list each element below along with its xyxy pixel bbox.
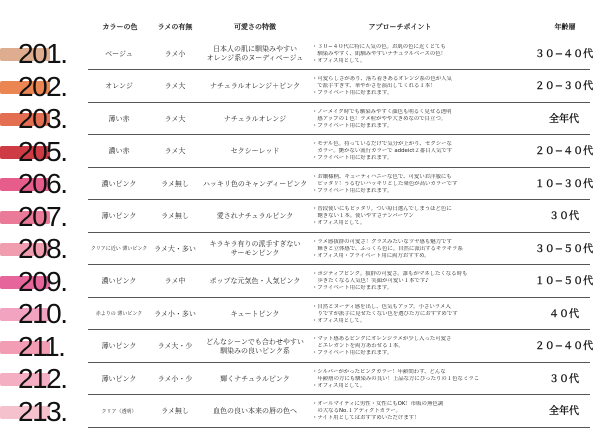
- cell-points: [312, 201, 530, 233]
- cell-lame: ラメ小・多い: [154, 309, 196, 318]
- point-line: ・３０−４０代に特に人気の色。お肌の色に近くとても: [312, 43, 446, 50]
- table-row: [0, 331, 600, 363]
- point-line: 輝きと立体感で、ふっくら色に。自然に派出するキラキラ系: [312, 245, 463, 252]
- cell-points: [312, 266, 530, 298]
- header-feature: 可愛さの特徴: [234, 23, 276, 31]
- point-line: 感アップの１色！ラメ粒がやや大きめなので目立つ。: [312, 115, 447, 122]
- cell-lame: ラメ中: [164, 277, 186, 285]
- point-line: ・プライベート用に好まれます。: [312, 90, 393, 96]
- cell-color: 薄いピンク: [101, 342, 137, 350]
- shade-number: 210.: [18, 298, 67, 329]
- cell-color: クリアに近い 薄いピンク: [90, 246, 148, 252]
- cell-color: 薄いピンク: [101, 212, 137, 220]
- point-line: とエレガントを両方あわせる１本。: [312, 343, 404, 349]
- cell-age: ３０代: [549, 211, 579, 222]
- shade-number: 208.: [18, 233, 67, 264]
- cell-points: [312, 136, 530, 168]
- cell-age: 全年代: [549, 406, 579, 417]
- table-header: [0, 0, 600, 38]
- cell-feature: [200, 331, 310, 363]
- cell-points: [312, 363, 530, 395]
- point-line: 年齢層の方にも馴染みの良い！上品な方にぴったりの１色なミラこ: [312, 375, 480, 382]
- point-line: ・ナイト用としてはおすすめいただけます！: [312, 415, 420, 421]
- feature-line: キュートピンク: [230, 309, 280, 318]
- cell-color: ベージュ: [105, 49, 133, 58]
- table-row: [0, 233, 600, 265]
- cell-age: ３０−５０代: [534, 243, 594, 255]
- cell-age: ２０−４０代: [534, 341, 594, 352]
- feature-line: 輝くナチュラルピンク: [220, 374, 290, 383]
- cell-lame: ラメ大・少: [157, 342, 193, 350]
- cell-feature: [200, 168, 310, 200]
- shade-number: 209.: [18, 265, 67, 297]
- point-line: ・普段使いにもピッタリ。つい毎日選んでしまうほど色に: [312, 206, 452, 212]
- feature-line: 馴染みの良いピンク系: [220, 346, 290, 355]
- point-line: ・プライベート用に好まれます。: [312, 155, 393, 161]
- table-row: [0, 38, 600, 70]
- table-row: [0, 396, 600, 428]
- shade-number: 207.: [18, 200, 67, 232]
- cell-color: 薄いピンク: [101, 374, 137, 383]
- point-line: ・マット感あるピンクにオレンジラメが少し入った可愛さ: [312, 336, 452, 342]
- feature-line: どんなシーンでも合わせやすい: [206, 337, 304, 346]
- cell-color: 濃いピンク: [101, 277, 137, 285]
- point-line: 歩きたくなる人気色！笑顔が可愛い１本です♪: [312, 278, 429, 284]
- cell-age: １０−３０代: [534, 178, 594, 190]
- cell-feature: [200, 266, 310, 298]
- feature-line: サーモンピンク: [230, 249, 280, 257]
- feature-line: 日本人の肌に馴染みやすい: [213, 45, 297, 53]
- feature-line: ナチュラルオレンジ: [223, 114, 287, 123]
- cell-feature: [200, 136, 310, 168]
- shade-number: 202.: [18, 70, 67, 102]
- cell-lame: ラメ大: [164, 147, 186, 155]
- point-line: ・ノーメイク時でも馴染みやすく顔色も明るく見せる透明: [312, 108, 452, 115]
- cell-color: オレンジ: [105, 82, 133, 90]
- point-line: ・オールマイティに男性・女性にもOK！市販の無色調: [312, 401, 444, 407]
- cell-points: [312, 103, 530, 135]
- table-row: [0, 298, 600, 330]
- feature-line: ハッキリ色のキャンディーピンク: [202, 179, 308, 188]
- cell-age: ２０−４０代: [534, 146, 594, 157]
- cell-age: ３０−４０代: [534, 48, 594, 60]
- point-line: ・プライベート用に好まれます。: [312, 187, 393, 194]
- point-line: カラー。艶かない流行カラーで addeict２番目人気です: [312, 148, 453, 154]
- cell-age: ２０−３０代: [534, 81, 594, 92]
- point-line: ・プライベート用に好まれます。: [312, 122, 393, 129]
- cell-color: 赤よりの 薄いピンク: [95, 311, 143, 317]
- cell-feature: [200, 363, 310, 395]
- point-line: ・自然とヌーディ感を出し、色気もアップ。小さいラメ入: [312, 303, 451, 310]
- shade-number: 206.: [18, 168, 67, 199]
- shade-number: 205.: [18, 135, 67, 167]
- feature-line: 血色の良い本来の唇の色へ: [213, 407, 297, 415]
- table-row: [0, 201, 600, 233]
- cell-feature: [200, 298, 310, 330]
- table-row: [0, 266, 600, 298]
- point-line: 飽きない１本。使いやすさナンバーワン: [312, 213, 414, 219]
- point-line: ・オフィス用として。: [312, 317, 366, 324]
- point-line: ・オフィス用・プライベート用に両方おすすめ。: [312, 252, 430, 259]
- table-row: [0, 71, 600, 103]
- cell-points: [312, 71, 530, 103]
- cell-points: [312, 233, 530, 265]
- cell-points: [312, 168, 530, 200]
- header-lame: ラメの有無: [157, 23, 193, 31]
- point-line: ・オフィス用として。: [312, 382, 366, 389]
- feature-line: ナチュラルオレンジ＋ピンク: [209, 82, 301, 90]
- point-line: ・オフィス用として。: [312, 57, 366, 64]
- shade-number: 203.: [18, 103, 67, 134]
- point-line: ・シルバーがかったピンクカラー！年齢問わず、どんな: [312, 368, 446, 375]
- cell-points: [312, 38, 530, 70]
- cell-age: 全年代: [549, 113, 579, 125]
- cell-lame: ラメ小・少: [157, 374, 193, 383]
- point-line: りですが派手に見せたくない色を選びた方におすすめです: [312, 310, 458, 317]
- point-line: ・お嬢様柄、キューティハニーな色で、可愛いお洋服にも: [312, 173, 452, 180]
- point-line: 馴染みやすく、肌馴みやすいナチュラルベースの色！: [312, 50, 447, 57]
- cell-lame: ラメ無し: [161, 407, 189, 415]
- table-row: [0, 136, 600, 168]
- cell-points: [312, 331, 530, 363]
- cell-color: 濃いピンク: [101, 179, 137, 188]
- header-points: アプローチポイント: [368, 23, 432, 31]
- point-line: ・オフィス用として。: [312, 220, 366, 226]
- point-line: ・プライベート用に好まれます。: [312, 350, 393, 356]
- cell-feature: [200, 233, 310, 265]
- point-line: の大なるNo.１アディクトカラー。: [312, 408, 401, 414]
- cell-feature: [200, 103, 310, 135]
- cell-points: [312, 396, 530, 428]
- header-age: 年齢層: [554, 23, 576, 31]
- header-color: カラーの色: [102, 23, 138, 31]
- cell-lame: ラメ大: [164, 114, 186, 123]
- cell-feature: [200, 71, 310, 103]
- table-row: [0, 168, 600, 200]
- cell-age: ３０代: [549, 373, 579, 385]
- cell-feature: [200, 396, 310, 428]
- cell-age: ４０代: [549, 308, 579, 320]
- cell-lame: ラメ大: [164, 82, 186, 90]
- table-row: [0, 103, 600, 135]
- feature-line: セクシーレッド: [230, 147, 280, 155]
- point-line: ・プライベート用に好まれます。: [312, 285, 393, 291]
- point-line: ・ポジティブピンク。抜群の可愛さ。誰もがマネしたくなる時も: [312, 271, 468, 277]
- feature-line: 愛されナチュラルピンク: [216, 212, 294, 220]
- cell-age: １０−５０代: [534, 276, 594, 287]
- shade-number: 213.: [18, 395, 67, 427]
- shade-number: 212.: [18, 363, 67, 394]
- cell-lame: ラメ小: [164, 49, 186, 58]
- point-line: ・ラメ感抜群の可愛さ！グラスみたいなツヤ感も魅力です: [312, 238, 452, 245]
- cell-points: [312, 298, 530, 330]
- table-row: [0, 363, 600, 395]
- shade-number: 211.: [18, 330, 65, 362]
- shade-number: 201.: [18, 38, 67, 69]
- cell-feature: [200, 38, 310, 70]
- feature-line: オレンジ系のヌーディベージュ: [206, 54, 304, 62]
- feature-line: ポップな元気色・人気ピンク: [209, 277, 301, 285]
- cell-color: 薄い赤: [108, 114, 130, 123]
- cell-feature: [200, 201, 310, 233]
- cell-color: クリア（透明）: [101, 408, 137, 415]
- row-divider: [88, 427, 590, 428]
- cell-color: 濃い赤: [108, 147, 130, 155]
- point-line: ピッタリ！うるむいハッキリとした乗色が高いカラーです: [312, 180, 458, 187]
- point-line: で派手すぎず、華やかさを演出してくれる１本！: [312, 83, 436, 89]
- point-line: ・モデル色。持っているだけで気分が上がり、セクシーな: [312, 141, 452, 147]
- feature-line: キラキラ有りの派手すぎない: [209, 240, 301, 248]
- cell-lame: ラメ大・多い: [154, 244, 196, 253]
- point-line: ・可愛らしさがあり、落ち着きあるオレンジ系の色が人気: [312, 76, 452, 82]
- cell-lame: ラメ無し: [161, 212, 189, 220]
- cell-lame: ラメ無し: [161, 179, 189, 188]
